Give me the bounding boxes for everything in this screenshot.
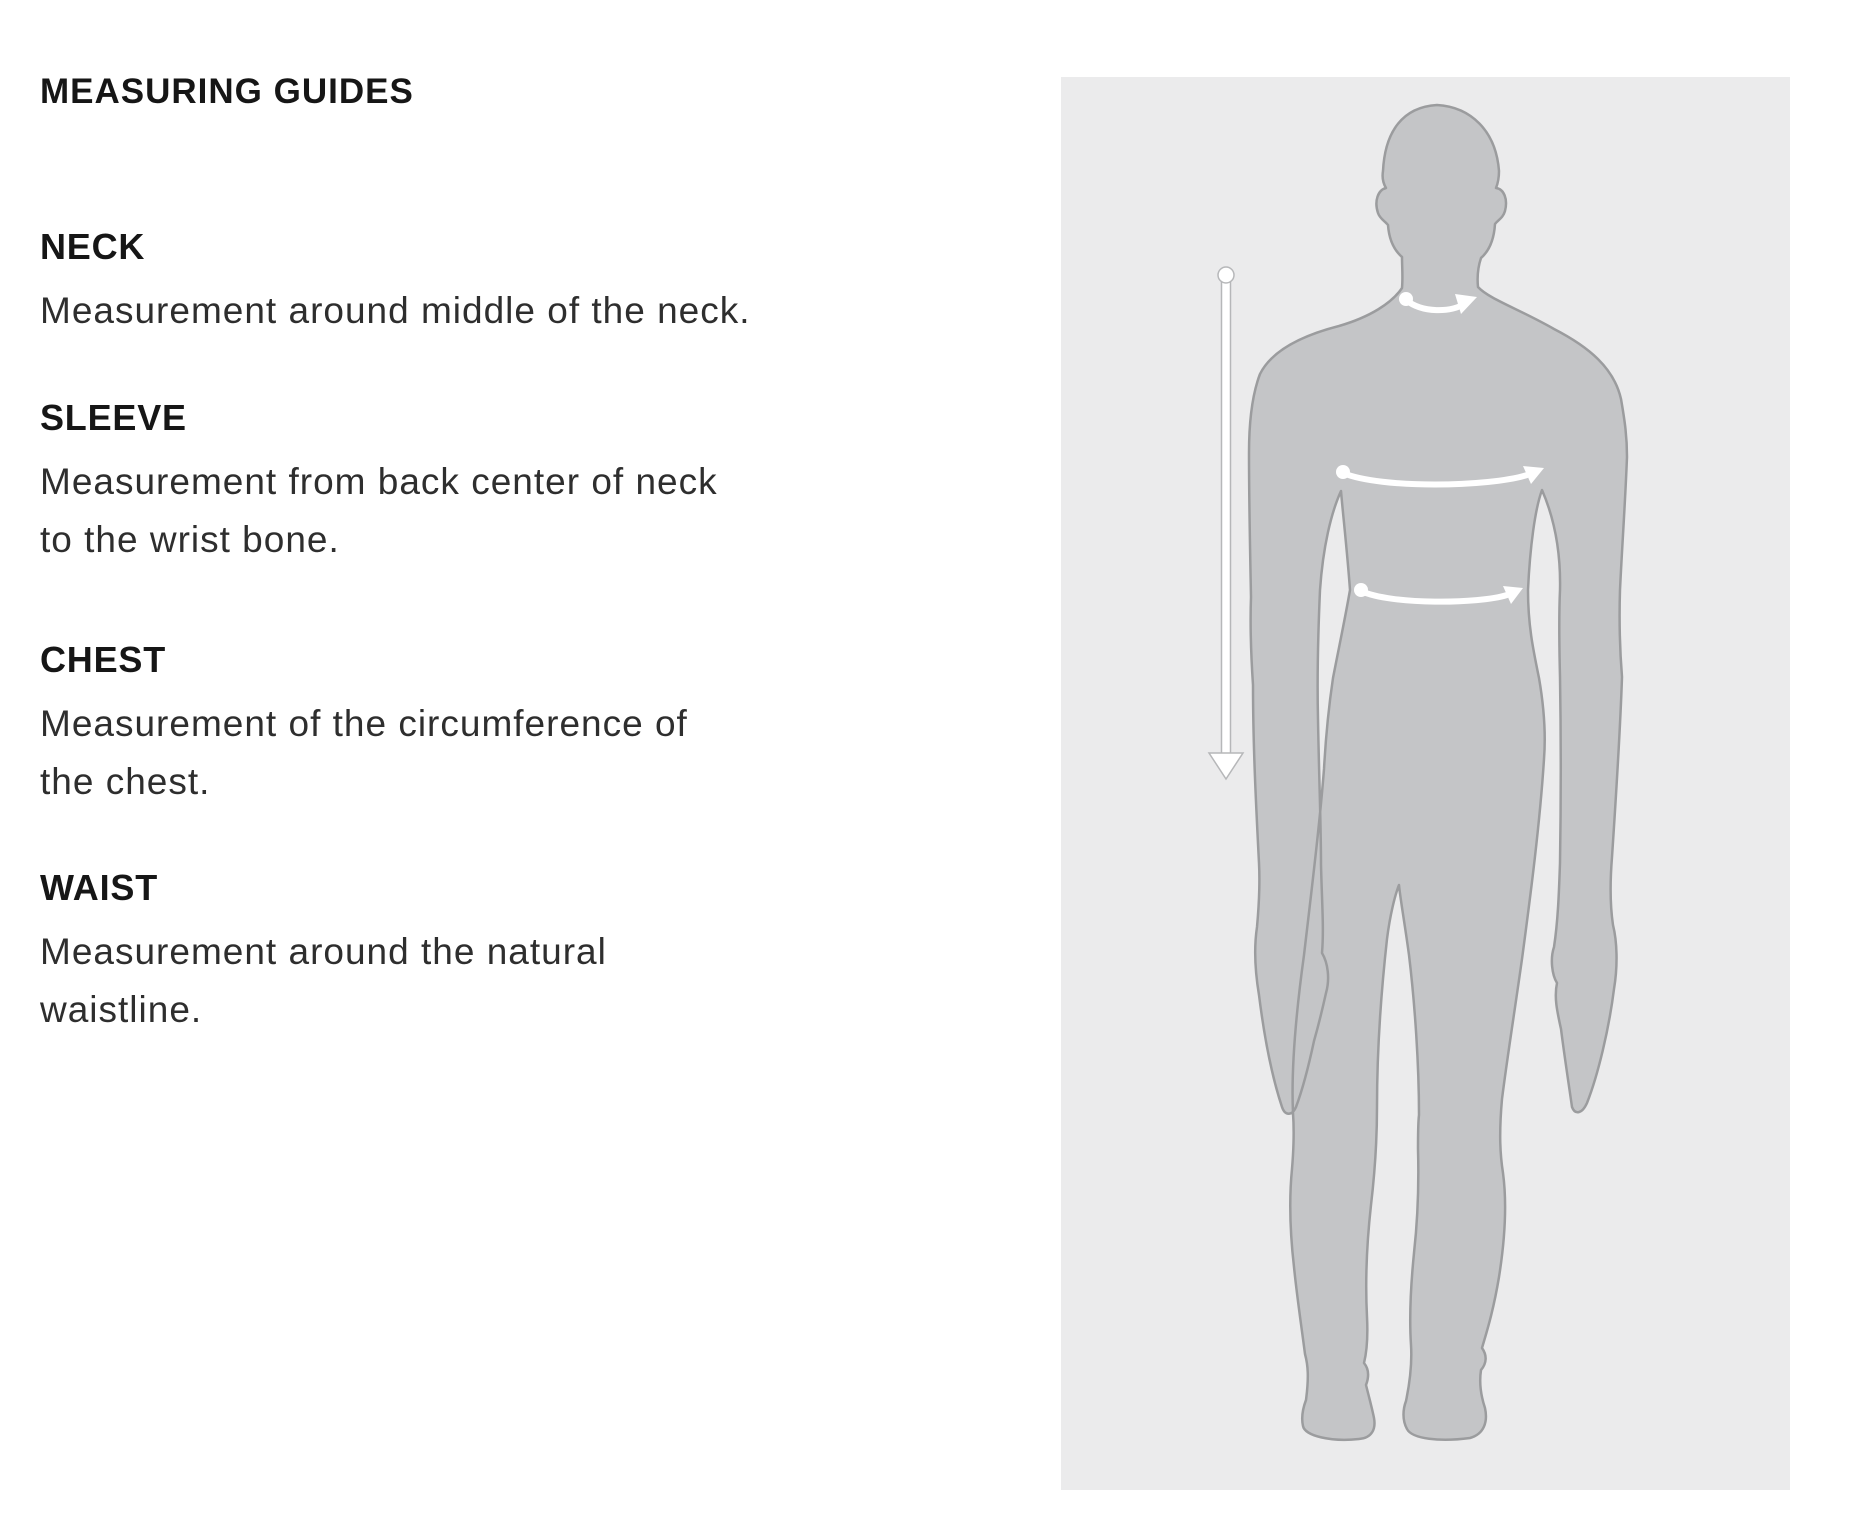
body-silhouette [1249,105,1627,1440]
section-text-line: Measurement of the circumference of [40,703,688,744]
body-measurement-diagram [1061,77,1790,1490]
section-text-line: waistline. [40,989,203,1030]
length-arrow-shaft [1222,281,1231,755]
length-arrow-head [1209,753,1243,779]
section-neck [40,225,920,340]
section-heading-waist: WAIST [40,867,158,908]
section-heading-sleeve: SLEEVE [40,397,187,438]
length-arrow-start-dot [1218,267,1234,283]
body-diagram-svg [1061,77,1790,1490]
section-heading-chest: CHEST [40,639,167,680]
section-text-line: the chest. [40,761,211,802]
section-chest [40,638,920,811]
section-sleeve [40,396,920,569]
page-title: MEASURING GUIDES [40,72,414,111]
section-text-line: Measurement around middle of the neck. [40,290,751,331]
section-text-line: Measurement from back center of neck [40,461,718,502]
section-text-line: Measurement around the natural [40,931,607,972]
vertical-length-arrow [1209,267,1243,779]
section-waist [40,866,920,1039]
section-text-line: to the wrist bone. [40,519,340,560]
section-heading-neck: NECK [40,226,146,267]
